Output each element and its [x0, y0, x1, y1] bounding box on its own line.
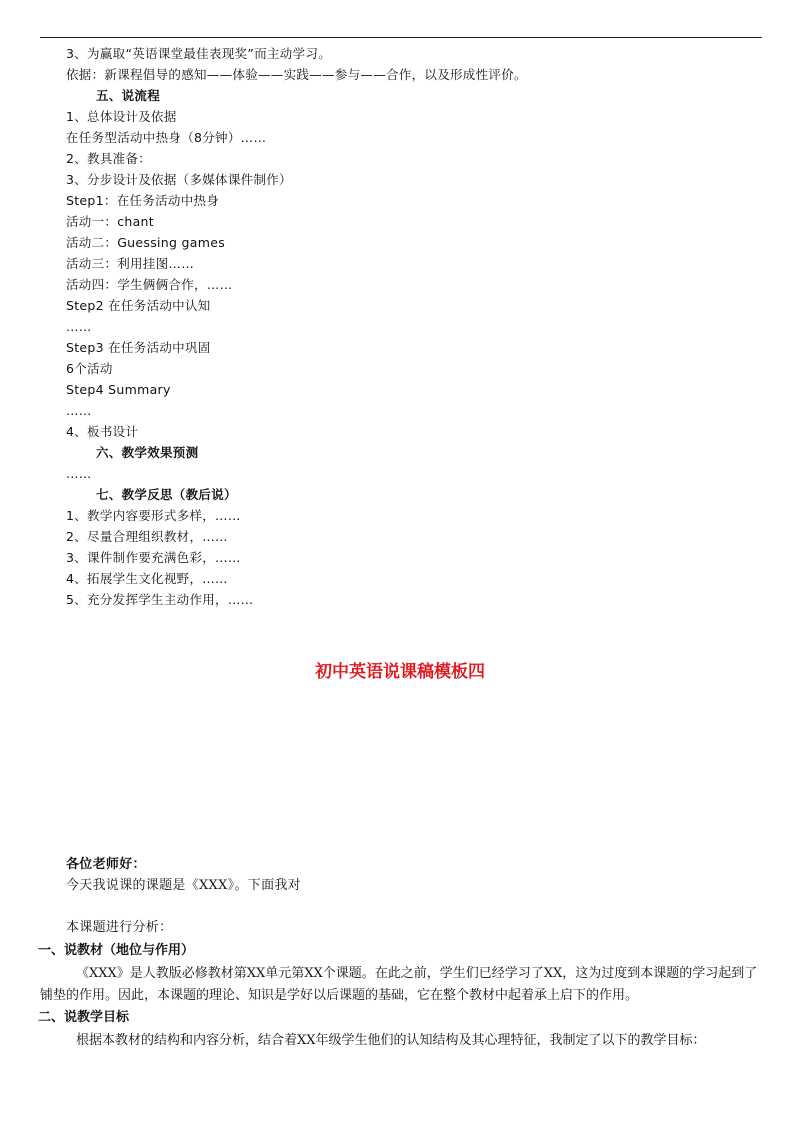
text-line: 活动四：学生俩俩合作，……: [66, 277, 233, 292]
text-line: Step3 在任务活动中巩固: [66, 340, 211, 355]
text-line: 活动二：Guessing games: [66, 235, 226, 250]
text-line: Step2 在任务活动中认知: [66, 298, 211, 313]
text-line: 3、课件制作要充满色彩，……: [66, 550, 241, 565]
intro-line-1: 今天我说课的课题是《XXX》。下面我对: [66, 878, 301, 893]
text-line: 1、教学内容要形式多样，……: [66, 508, 241, 523]
header-rule: [40, 37, 762, 38]
text-line: 活动三：利用挂图……: [66, 256, 195, 271]
template-title: 初中英语说课稿模板四: [315, 662, 485, 682]
text-line: 依据：新课程倡导的感知——体验——实践——参与——合作，以及形成性评价。: [66, 67, 527, 82]
text-line: 5、充分发挥学生主动作用，……: [66, 592, 254, 607]
section-heading: 七、教学反思（教后说）: [96, 487, 237, 502]
text-line: 4、拓展学生文化视野，……: [66, 571, 228, 586]
section-2-text: 根据本教材的结构和内容分析，结合着XX年级学生他们的认知结构及其心理特征，我制定了以下的教学目标：: [76, 1033, 706, 1048]
text-line: 活动一：chant: [66, 214, 154, 229]
text-line: 2、尽量合理组织教材，……: [66, 529, 228, 544]
section-1-text: 《XXX》是人教版必修教材第XX单元第XX个课题。在此之前，学生们已经学习了XX，这为过度到本课题的学习起到了铺垫的作用。因此，本课题的理论、知识是学好以后课题的基础，它在整个教材中起着承上启下的作用。: [40, 966, 758, 1003]
text-line: 4、板书设计: [66, 424, 139, 439]
text-line: 在任务型活动中热身（8分钟）……: [66, 130, 267, 145]
greeting: 各位老师好：: [66, 857, 146, 872]
text-line: ……: [66, 403, 92, 418]
section-heading-1: 一、说教材（地位与作用）: [38, 943, 195, 958]
text-line: 3、为赢取“英语课堂最佳表现奖”而主动学习。: [66, 46, 332, 61]
text-line: ……: [66, 466, 92, 481]
text-line: 6个活动: [66, 361, 113, 376]
section-1-paragraph: [40, 963, 766, 1007]
intro-line-2: 本课题进行分析：: [66, 920, 173, 935]
section-heading: 六、教学效果预测: [96, 445, 199, 460]
text-line: ……: [66, 319, 92, 334]
section-heading-2: 二、说教学目标: [38, 1010, 130, 1025]
text-line: 1、总体设计及依据: [66, 109, 177, 124]
text-line: 2、教具准备：: [66, 151, 152, 166]
text-line: 3、分步设计及依据（多媒体课件制作）: [66, 172, 292, 187]
text-line: Step1：在任务活动中热身: [66, 193, 220, 208]
section-heading: 五、说流程: [96, 88, 161, 103]
section-2-paragraph: [40, 1030, 766, 1052]
text-line: Step4 Summary: [66, 382, 171, 397]
